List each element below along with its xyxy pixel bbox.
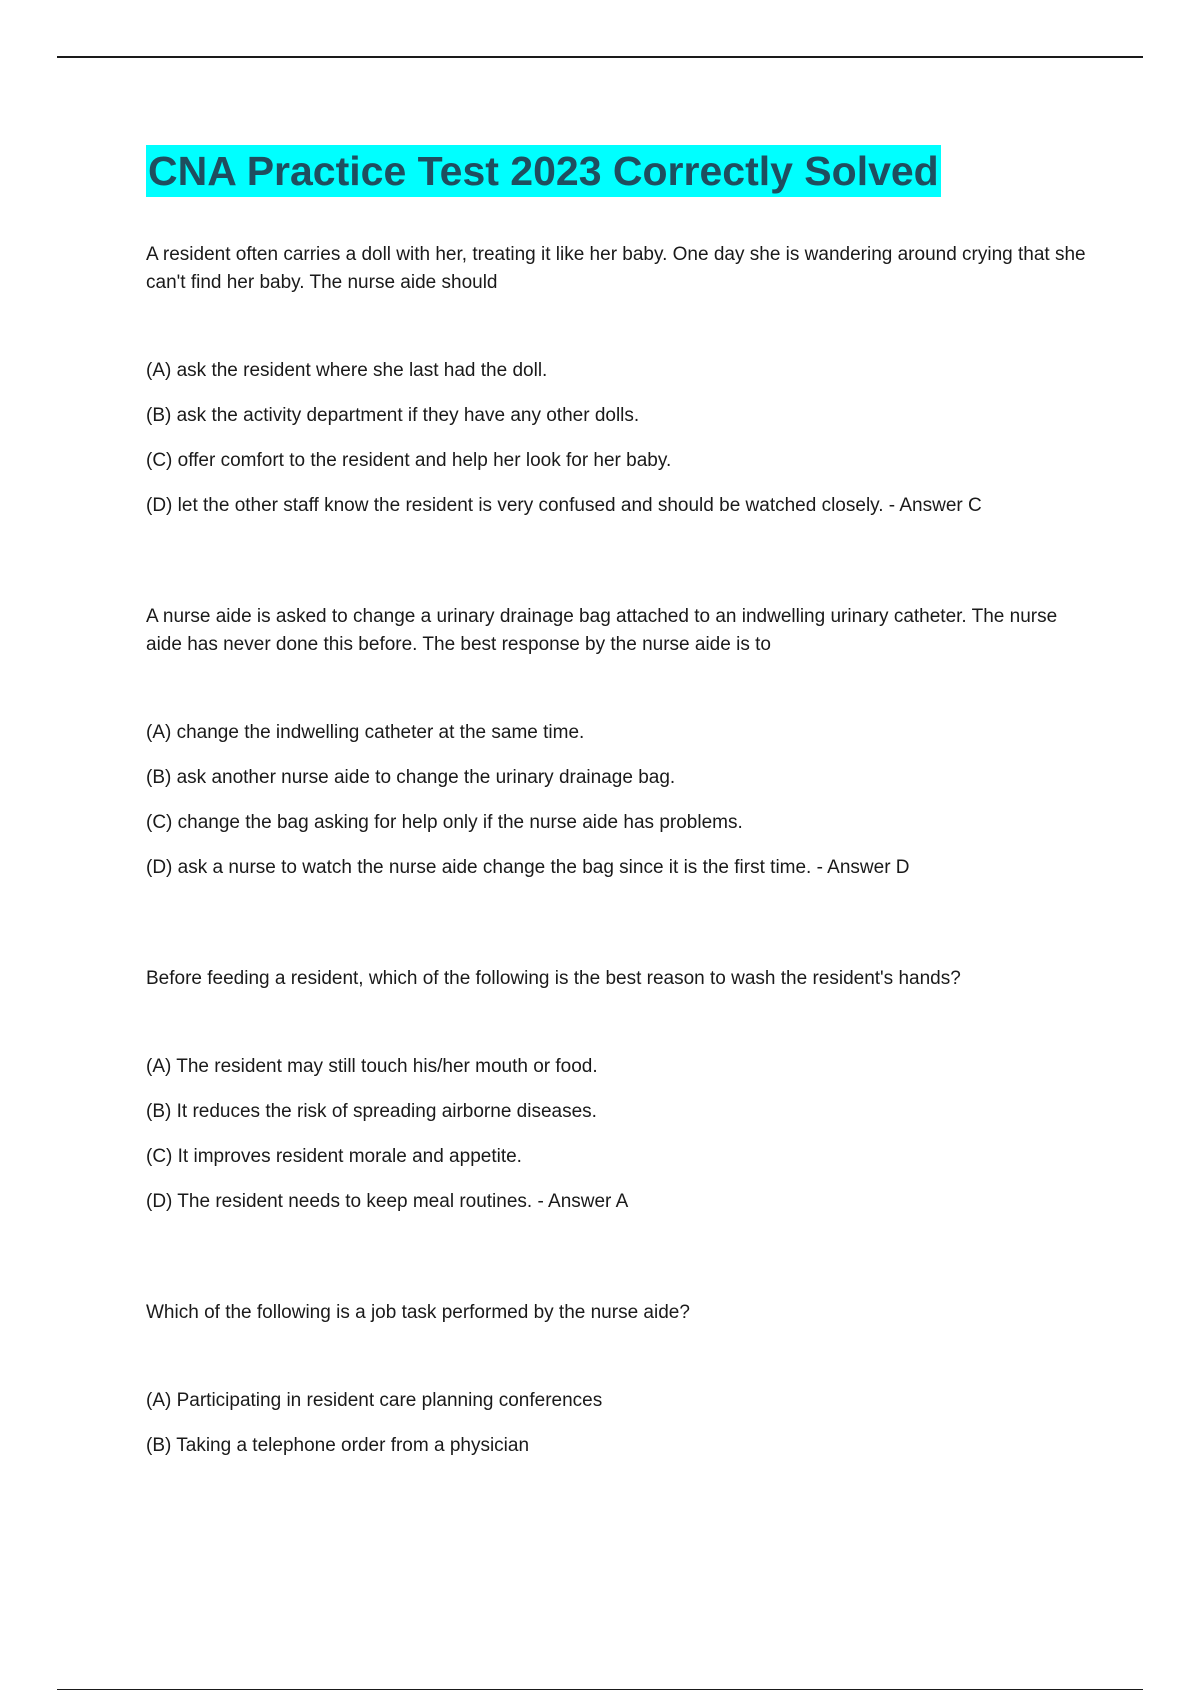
question-text: A nurse aide is asked to change a urinary drainage bag attached to an indwelling urinary catheter. The nurse aide has never done this before. The best response by the nurse aide is to: [146, 606, 1058, 655]
question-block: [146, 965, 1086, 1235]
answer-option: (A) change the indwelling catheter at the same time.: [146, 722, 585, 743]
answer-option: (C) It improves resident morale and appetite.: [146, 1146, 522, 1167]
answer-options: [146, 721, 1086, 901]
question-text: Which of the following is a job task performed by the nurse aide?: [146, 1302, 690, 1323]
answer-option: (A) ask the resident where she last had the doll.: [146, 360, 548, 381]
answer-option: (A) The resident may still touch his/her mouth or food.: [146, 1056, 598, 1077]
question-block: [146, 241, 1086, 539]
answer-option: (D) The resident needs to keep meal routines. - Answer A: [146, 1191, 629, 1212]
answer-options: [146, 1055, 1086, 1235]
answer-option: (C) offer comfort to the resident and help her look for her baby.: [146, 450, 672, 471]
answer-option: (A) Participating in resident care planning conferences: [146, 1390, 603, 1411]
header-rule: [57, 56, 1143, 58]
answer-option: (C) change the bag asking for help only if the nurse aide has problems.: [146, 812, 743, 833]
answer-option: (B) Taking a telephone order from a physician: [146, 1435, 530, 1456]
answer-option: (B) It reduces the risk of spreading airborne diseases.: [146, 1101, 597, 1122]
question-block: [146, 603, 1086, 901]
answer-option: (D) let the other staff know the resident is very confused and should be watched closely. - Answer C: [146, 495, 982, 516]
answer-options: [146, 359, 1086, 539]
question-block: [146, 1299, 1086, 1479]
document-body: [146, 145, 1086, 1479]
question-text: A resident often carries a doll with her, treating it like her baby. One day she is wandering around crying that she can't find her baby. The nurse aide should: [146, 244, 1086, 293]
question-text: Before feeding a resident, which of the following is the best reason to wash the resident's hands?: [146, 968, 961, 989]
document-title: CNA Practice Test 2023 Correctly Solved: [146, 145, 941, 197]
answer-option: (B) ask the activity department if they have any other dolls.: [146, 405, 640, 426]
answer-option: (B) ask another nurse aide to change the urinary drainage bag.: [146, 767, 676, 788]
answer-option: (D) ask a nurse to watch the nurse aide change the bag since it is the first time. - Answer D: [146, 857, 910, 878]
answer-options: [146, 1389, 1086, 1479]
footer-rule: [57, 1689, 1143, 1690]
